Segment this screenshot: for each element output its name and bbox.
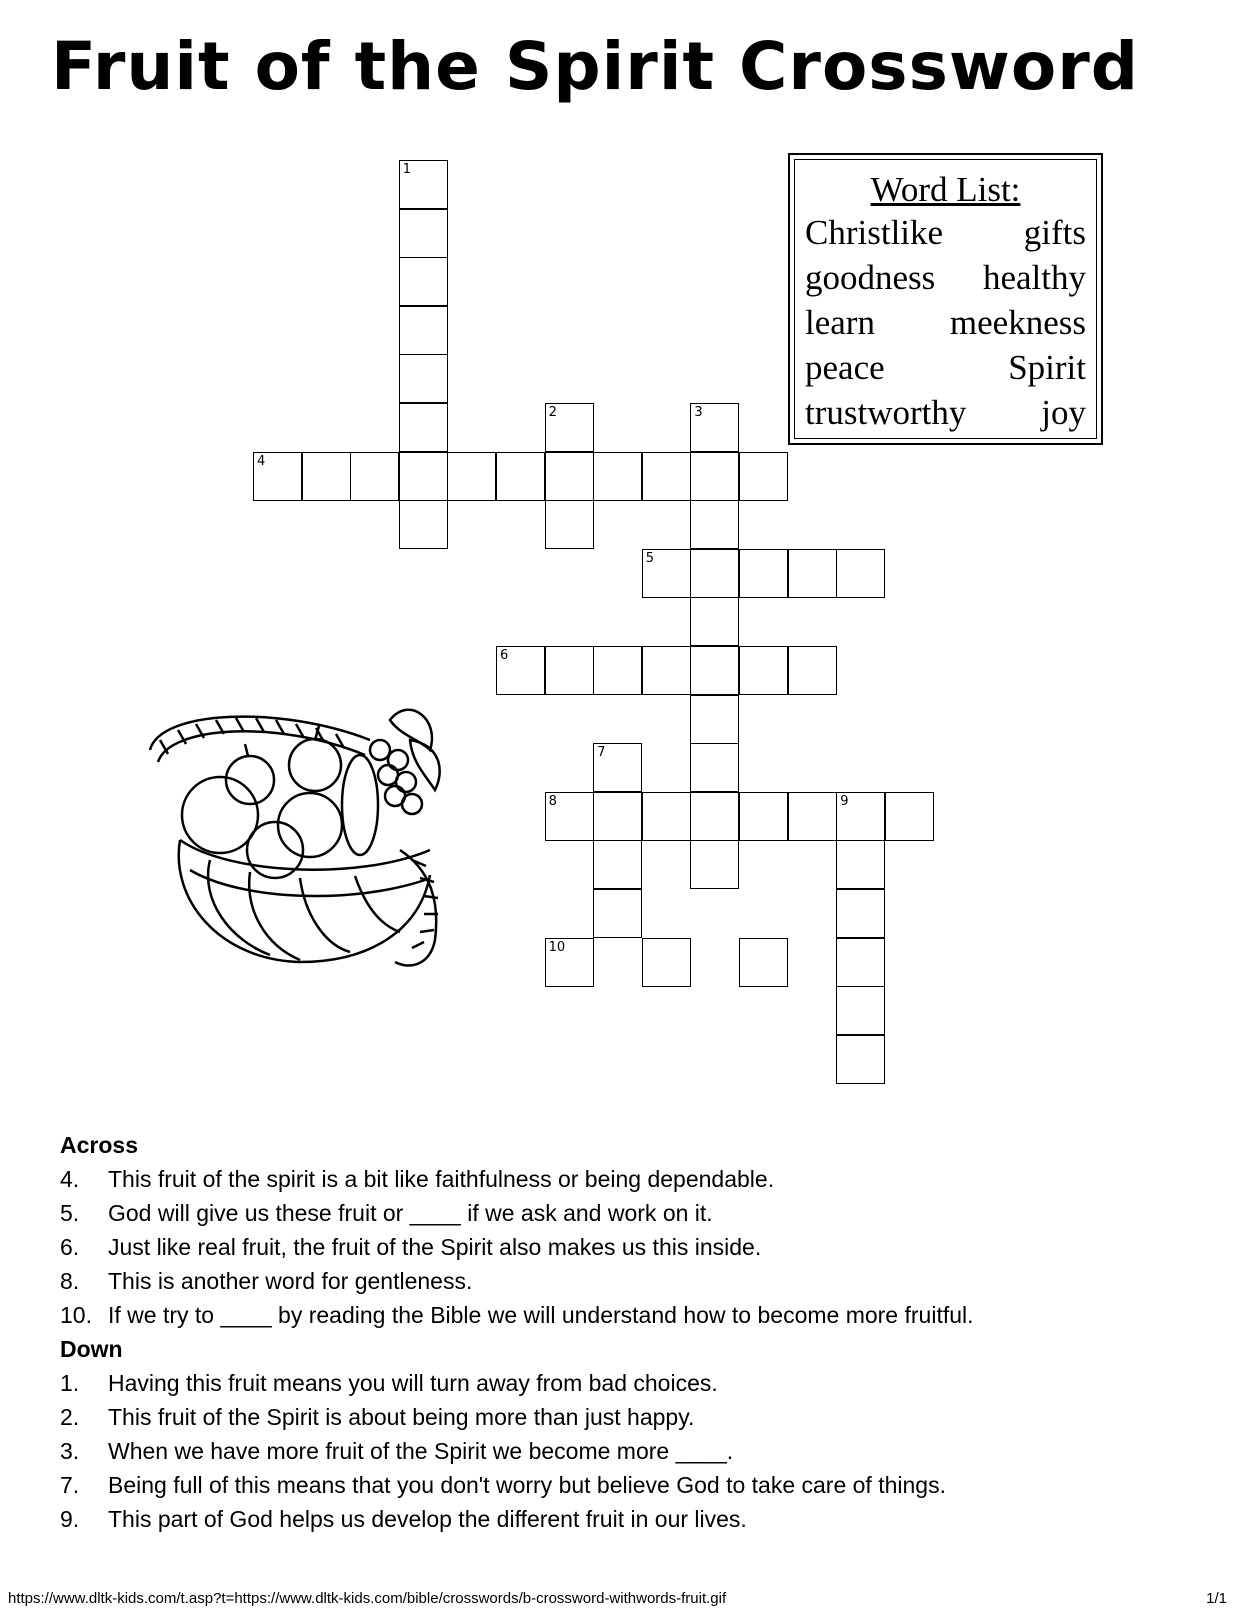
crossword-cell[interactable] (788, 549, 837, 598)
crossword-cell[interactable] (399, 160, 448, 209)
crossword-cell[interactable] (739, 549, 788, 598)
crossword-cell[interactable] (399, 209, 448, 258)
crossword-cell[interactable] (399, 354, 448, 403)
clue-number: 5. (60, 1200, 80, 1226)
clue-text: When we have more fruit of the Spirit we become more ____. (108, 1438, 734, 1464)
crossword-cell[interactable] (690, 743, 739, 792)
crossword-cell[interactable] (690, 646, 739, 695)
clue-number: 9. (60, 1506, 80, 1532)
word-list-word: gifts (1023, 213, 1086, 252)
crossword-cell[interactable] (350, 452, 399, 501)
clues-section (60, 1128, 1220, 1536)
crossword-cell[interactable] (447, 452, 496, 501)
clue-number: 1. (60, 1370, 80, 1396)
word-list-word: joy (1041, 393, 1086, 432)
clue-number-label: 8 (548, 793, 557, 809)
clue-number-label: 5 (645, 550, 655, 566)
crossword-cell[interactable] (690, 695, 739, 744)
crossword-cell[interactable] (836, 549, 885, 598)
crossword-cell[interactable] (739, 646, 788, 695)
clue-number: 6. (60, 1234, 80, 1260)
word-list-row (795, 345, 1096, 390)
clue-number-label: 4 (257, 453, 266, 469)
clue-number: 10. (60, 1302, 92, 1328)
footer-page-number: 1/1 (1206, 1590, 1227, 1607)
crossword-cell[interactable] (788, 646, 837, 695)
crossword-cell[interactable] (739, 938, 788, 987)
footer-url: https://www.dltk-kids.com/t.asp?t=https://www.dltk-kids.com/bible/crosswords/b-crossword-withwords-fruit.gif (8, 1590, 727, 1607)
word-list-row (795, 255, 1096, 300)
crossword-cell[interactable] (885, 792, 934, 841)
crossword-cell[interactable] (593, 889, 642, 938)
crossword-cell[interactable] (593, 840, 642, 889)
crossword-cell[interactable] (545, 403, 594, 452)
crossword-cell[interactable] (545, 452, 594, 501)
crossword-cell[interactable] (642, 646, 691, 695)
clue-text: Having this fruit means you will turn away from bad choices. (108, 1370, 718, 1396)
word-list-row (795, 390, 1096, 435)
crossword-cell[interactable] (593, 743, 642, 792)
word-list-word: peace (805, 348, 885, 387)
across-clue (60, 1196, 1220, 1230)
word-list-word: meekness (949, 303, 1086, 342)
crossword-cell[interactable] (253, 452, 302, 501)
crossword-cell[interactable] (690, 840, 739, 889)
fruit-basket-illustration (140, 700, 460, 1000)
clue-number: 2. (60, 1404, 80, 1430)
crossword-cell[interactable] (593, 646, 642, 695)
down-heading: Down (60, 1336, 123, 1362)
crossword-cell[interactable] (642, 452, 691, 501)
crossword-cell[interactable] (545, 500, 594, 549)
crossword-cell[interactable] (690, 403, 739, 452)
crossword-cell[interactable] (739, 792, 788, 841)
across-clue (60, 1162, 1220, 1196)
clue-number: 4. (60, 1166, 80, 1192)
down-clue (60, 1502, 1220, 1536)
down-clue (60, 1400, 1220, 1434)
crossword-cell[interactable] (690, 500, 739, 549)
clue-text: If we try to ____ by reading the Bible we will understand how to become more fruitful. (108, 1302, 974, 1328)
word-list-word: healthy (982, 258, 1086, 297)
word-list-word: goodness (805, 258, 936, 297)
word-list-word: Spirit (1008, 348, 1086, 387)
clue-text: This fruit of the spirit is a bit like faithfulness or being dependable. (108, 1166, 775, 1192)
word-list-box (788, 153, 1103, 445)
clue-text: This is another word for gentleness. (108, 1268, 473, 1294)
across-clue (60, 1230, 1220, 1264)
crossword-cell[interactable] (545, 792, 594, 841)
page-title: Fruit of the Spirit Crossword (51, 28, 1139, 105)
crossword-cell[interactable] (399, 306, 448, 355)
clue-number-label: 6 (500, 648, 509, 663)
clue-number-label: 2 (548, 405, 557, 420)
crossword-cell[interactable] (545, 646, 594, 695)
across-heading: Across (60, 1132, 138, 1158)
crossword-cell[interactable] (836, 1035, 885, 1084)
across-clue (60, 1298, 1220, 1332)
word-list-title: Word List: (870, 170, 1021, 209)
crossword-cell[interactable] (496, 452, 545, 501)
clue-text: This part of God helps us develop the different fruit in our lives. (108, 1506, 747, 1532)
clue-number-label: 3 (694, 405, 703, 420)
clue-number: 8. (60, 1268, 80, 1294)
down-clue (60, 1468, 1220, 1502)
crossword-cell[interactable] (836, 986, 885, 1035)
crossword-cell[interactable] (496, 646, 545, 695)
clue-text: This fruit of the Spirit is about being more than just happy. (108, 1404, 695, 1430)
crossword-cell[interactable] (836, 938, 885, 987)
crossword-cell[interactable] (642, 938, 691, 987)
word-list-word: trustworthy (805, 393, 967, 432)
crossword-cell[interactable] (593, 792, 642, 841)
clue-text: Just like real fruit, the fruit of the Spirit also makes us this inside. (108, 1234, 762, 1260)
across-clue (60, 1264, 1220, 1298)
crossword-cell[interactable] (690, 792, 739, 841)
clue-number: 7. (60, 1472, 80, 1498)
crossword-cell[interactable] (836, 889, 885, 938)
word-list-word: Christlike (805, 213, 944, 252)
crossword-cell[interactable] (739, 452, 788, 501)
down-clue (60, 1434, 1220, 1468)
clue-number-label: 9 (840, 793, 849, 809)
crossword-cell[interactable] (399, 403, 448, 452)
crossword-cell[interactable] (836, 840, 885, 889)
word-list-row (795, 210, 1096, 255)
crossword-cell[interactable] (642, 549, 691, 598)
crossword-cell[interactable] (690, 452, 739, 501)
crossword-cell[interactable] (836, 792, 885, 841)
crossword-cell[interactable] (690, 549, 739, 598)
crossword-cell[interactable] (593, 452, 642, 501)
clue-text: God will give us these fruit or ____ if we ask and work on it. (108, 1200, 713, 1226)
clue-number-label: 7 (597, 745, 606, 761)
clue-number: 3. (60, 1438, 80, 1464)
crossword-cell[interactable] (545, 938, 594, 987)
down-clue (60, 1366, 1220, 1400)
word-list-word: learn (805, 303, 875, 342)
crossword-cell[interactable] (302, 452, 351, 501)
crossword-cell[interactable] (690, 597, 739, 646)
clue-text: Being full of this means that you don't worry but believe God to take care of things. (108, 1472, 946, 1498)
crossword-cell[interactable] (788, 792, 837, 841)
clue-number-label: 1 (402, 162, 412, 177)
crossword-cell[interactable] (399, 257, 448, 306)
crossword-cell[interactable] (399, 500, 448, 549)
crossword-cell[interactable] (642, 792, 691, 841)
word-list-row (795, 300, 1096, 345)
crossword-cell[interactable] (399, 452, 448, 501)
clue-number-label: 10 (548, 939, 566, 955)
page-footer (8, 1590, 1227, 1607)
